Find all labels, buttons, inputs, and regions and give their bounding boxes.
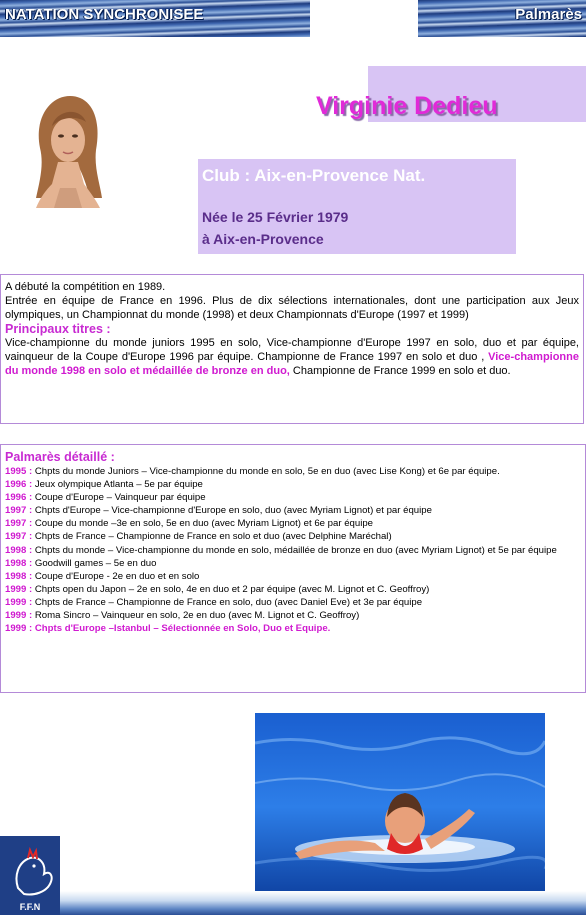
footer-band (60, 891, 586, 915)
biography-box (0, 274, 584, 424)
palmares-entry-highlight: 1999 : Chpts d'Europe –Istanbul – Sélectionnée en Solo, Duo et Equipe. (5, 623, 331, 635)
titles-highlight: Vice-championne du monde 1998 en solo et médaillée de bronze en duo, (5, 351, 579, 377)
biography-text (5, 280, 579, 378)
palmares-entry: 1996 : Coupe d'Europe – Vainqueur par équipe (5, 492, 206, 504)
palmares-entry: 1996 : Jeux olympique Atlanta – 5e par équipe (5, 479, 203, 491)
swimming-photo (255, 713, 545, 901)
palmares-entry: 1999 : Chpts open du Japon – 2e en solo, 4e en duo et 2 par équipe (avec M. Lignot et C. Geoffroy) (5, 583, 430, 595)
main-titles-text (5, 336, 579, 378)
birth-place: à Aix-en-Provence (202, 231, 324, 247)
ffn-logo-text: F.F.N (19, 902, 41, 912)
palmares-entry: 1999 : Roma Sincro – Vainqueur en solo, 2e en duo (avec M. Lignot et C. Geoffroy) (5, 610, 360, 622)
palmares-entry: 1997 : Coupe du monde –3e en solo, 5e en duo (avec Myriam Lignot) et 6e par équipe (5, 518, 374, 530)
palmares-entry: 1998 : Goodwill games – 5e en duo (5, 557, 157, 569)
bio-line-start: A débuté la compétition en 1989. (5, 281, 166, 293)
palmares-entry: 1999 : Chpts de France – Championne de France en solo, duo (avec Daniel Eve) et 3e par équipe (5, 596, 423, 608)
bio-line-selections: Entrée en équipe de France en 1996. Plus de dix sélections internationales, dont une participation aux Jeux olympiques, un Championnat du monde (1998) et deux Championnats d'Europe (1997 et 1999) (5, 295, 579, 321)
header-palmares-label: Palmarès (515, 6, 582, 23)
header-band-right (418, 0, 586, 37)
main-titles-heading: Principaux titres : (5, 322, 111, 336)
palmares-box (0, 444, 586, 693)
palmares-entry: 1998 : Coupe d'Europe - 2e en duo et en solo (5, 570, 200, 582)
club-panel (198, 159, 516, 254)
palmares-list (5, 465, 581, 635)
palmares-entry: 1997 : Chpts de France – Championne de France en solo et duo (avec Delphine Maréchal) (5, 531, 392, 543)
palmares-entry: 1997 : Chpts d'Europe – Vice-championne d'Europe en solo, duo (avec Myriam Lignot) et par équipe (5, 505, 432, 517)
athlete-name: Virginie Dedieu (316, 92, 498, 120)
athlete-portrait (30, 88, 106, 208)
palmares-entry: 1995 : Chpts du monde Juniors – Vice-championne du monde en solo, 5e en duo (avec Lise Kong) et 6e par équipe. (5, 466, 500, 477)
palmares-entry: 1998 : Chpts du monde – Vice-championne du monde en solo, médaillée de bronze en duo (avec Myriam Lignot) et 5e par équipe (5, 544, 557, 556)
birth-date: Née le 25 Février 1979 (202, 209, 349, 225)
club-label: Club : Aix-en-Provence Nat. (202, 166, 426, 185)
header-band-left (0, 0, 310, 37)
palmares-heading: Palmarès détaillé : (5, 450, 115, 464)
header-title: NATATION SYNCHRONISEE (5, 6, 204, 23)
titles-part1: Vice-championne du monde juniors 1995 en solo, Vice-championne d'Europe 1997 en solo, duo et par équipe, vainqueur de la Coupe d'Europe 1996 par équipe. Championne de France 1997 en solo et duo , (5, 337, 579, 363)
titles-part2: Championne de France 1999 en solo et duo. (289, 365, 511, 377)
ffn-logo (0, 836, 60, 915)
